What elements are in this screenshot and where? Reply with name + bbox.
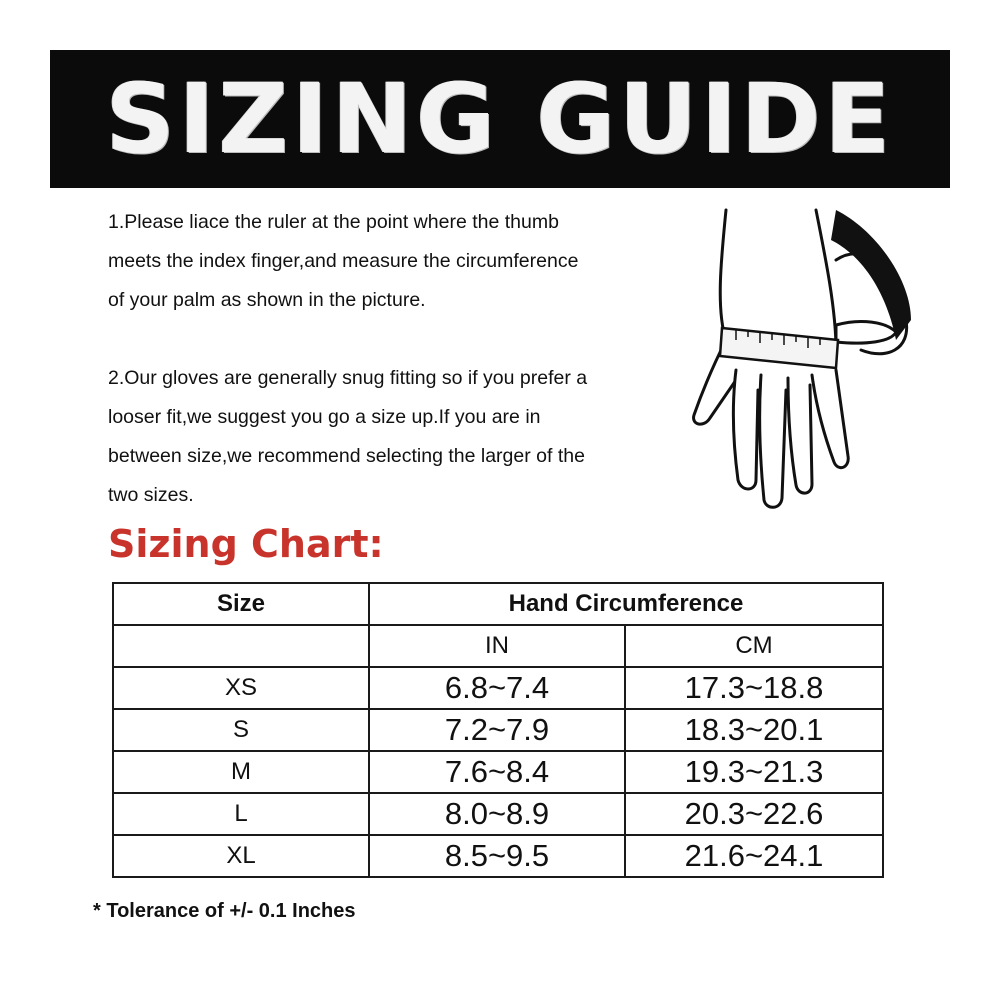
cm-range-cell: 20.3~22.6 [625, 793, 883, 835]
sizing-chart-heading: Sizing Chart: [108, 522, 384, 566]
step2-line: looser fit,we suggest you go a size up.If you are in [108, 406, 541, 428]
size-cell: S [113, 709, 369, 751]
cm-range-cell: 19.3~21.3 [625, 751, 883, 793]
table-row [113, 751, 883, 793]
table-row [113, 709, 883, 751]
step1-line: meets the index finger,and measure the circumference [108, 250, 579, 272]
sizing-guide-banner [50, 50, 950, 188]
in-range-cell: 7.6~8.4 [369, 751, 625, 793]
cm-range-cell: 21.6~24.1 [625, 835, 883, 877]
size-cell: XL [113, 835, 369, 877]
step2-line: between size,we recommend selecting the larger of the [108, 445, 585, 467]
size-cell: L [113, 793, 369, 835]
unit-header-empty [113, 625, 369, 667]
table-row [113, 835, 883, 877]
size-cell: M [113, 751, 369, 793]
step2-line: two sizes. [108, 484, 194, 506]
instructions [108, 203, 693, 515]
cm-range-cell: 18.3~20.1 [625, 709, 883, 751]
in-range-cell: 8.0~8.9 [369, 793, 625, 835]
size-cell: XS [113, 667, 369, 709]
column-header-hand-circumference: Hand Circumference [369, 583, 883, 625]
size-table [112, 582, 884, 878]
column-header-size: Size [113, 583, 369, 625]
table-row [113, 793, 883, 835]
step1-line: of your palm as shown in the picture. [108, 289, 426, 311]
step2-line: 2.Our gloves are generally snug fitting so if you prefer a [108, 367, 588, 389]
table-row [113, 667, 883, 709]
unit-header-cm: CM [625, 625, 883, 667]
cm-range-cell: 17.3~18.8 [625, 667, 883, 709]
in-range-cell: 6.8~7.4 [369, 667, 625, 709]
hand-measuring-tape-icon [686, 200, 926, 510]
in-range-cell: 8.5~9.5 [369, 835, 625, 877]
banner-title: SIZING GUIDE [105, 63, 895, 175]
in-range-cell: 7.2~7.9 [369, 709, 625, 751]
unit-header-in: IN [369, 625, 625, 667]
step1-line: 1.Please liace the ruler at the point where the thumb [108, 211, 559, 233]
tolerance-note: * Tolerance of +/- 0.1 Inches [93, 900, 356, 922]
